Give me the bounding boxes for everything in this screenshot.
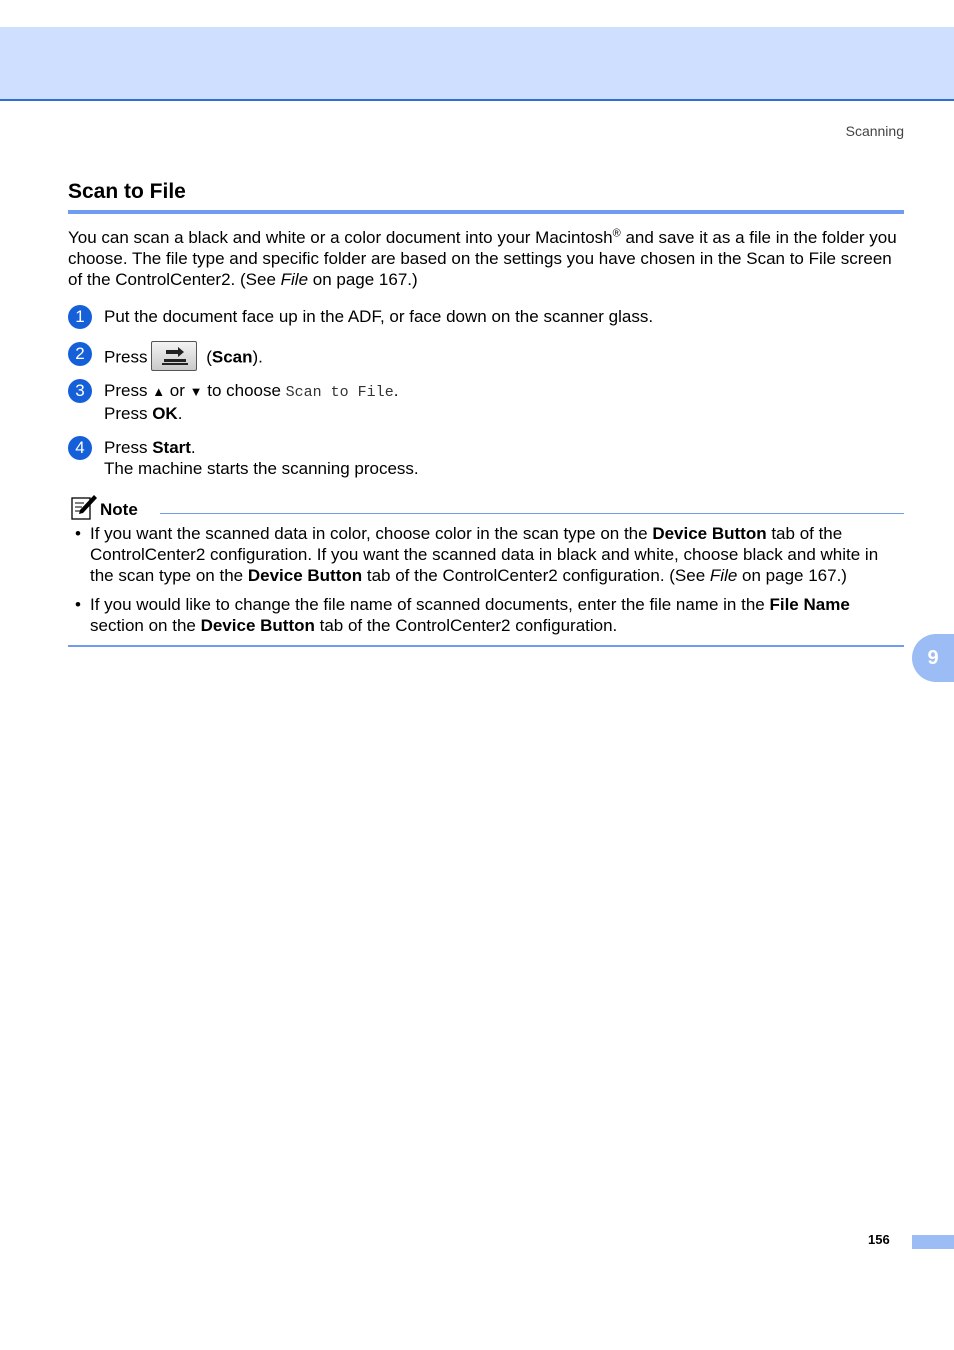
note-list — [68, 523, 904, 644]
step-number-3: 3 — [68, 379, 92, 403]
up-arrow-icon: ▲ — [152, 384, 166, 399]
down-arrow-icon: ▼ — [189, 384, 203, 399]
step-1-text: Put the document face up in the ADF, or face down on the scanner glass. — [104, 307, 654, 326]
note-item-2: • If you would like to change the file name of scanned documents, enter the file name in the File Name section on the Device Button tab of the ControlCenter2 configuration. — [75, 595, 850, 635]
note-end-rule — [68, 645, 904, 647]
step-2-text: Press (Scan). — [104, 343, 904, 373]
header-band — [0, 27, 954, 101]
scan-key-icon — [151, 341, 197, 371]
step-number-1: 1 — [68, 305, 92, 329]
title-rule — [68, 210, 904, 214]
page-number: 156 — [868, 1232, 890, 1247]
lcd-menu-item: Scan to File — [285, 384, 394, 401]
chapter-tab: 9 — [912, 634, 954, 682]
step-3-text: Press ▲ or ▼ to choose Scan to File. Press OK. — [104, 381, 399, 423]
section-title: Scan to File — [68, 180, 186, 203]
note-rule — [160, 513, 904, 514]
step-number-2: 2 — [68, 342, 92, 366]
note-label: Note — [100, 500, 138, 519]
step-number-4: 4 — [68, 436, 92, 460]
intro-paragraph: You can scan a black and white or a color document into your Macintosh® and save it as a file in the folder you choose. The file type and specific folder are based on the settings you have chosen in the Scan to File screen of the ControlCenter2. (See File on page 167.) — [68, 227, 897, 289]
step-4-text: Press Start. The machine starts the scanning process. — [104, 438, 419, 478]
note-item-1: • If you want the scanned data in color, choose color in the scan type on the Device Button tab of the ControlCenter2 configuration. If you want the scanned data in black and white, choose black and white in the scan type on the Device Button tab of the ControlCenter2 configuration. (See File on page 167.) — [75, 524, 879, 585]
note-pencil-icon — [70, 493, 98, 521]
page-marker — [912, 1235, 954, 1249]
running-head: Scanning — [845, 123, 904, 139]
